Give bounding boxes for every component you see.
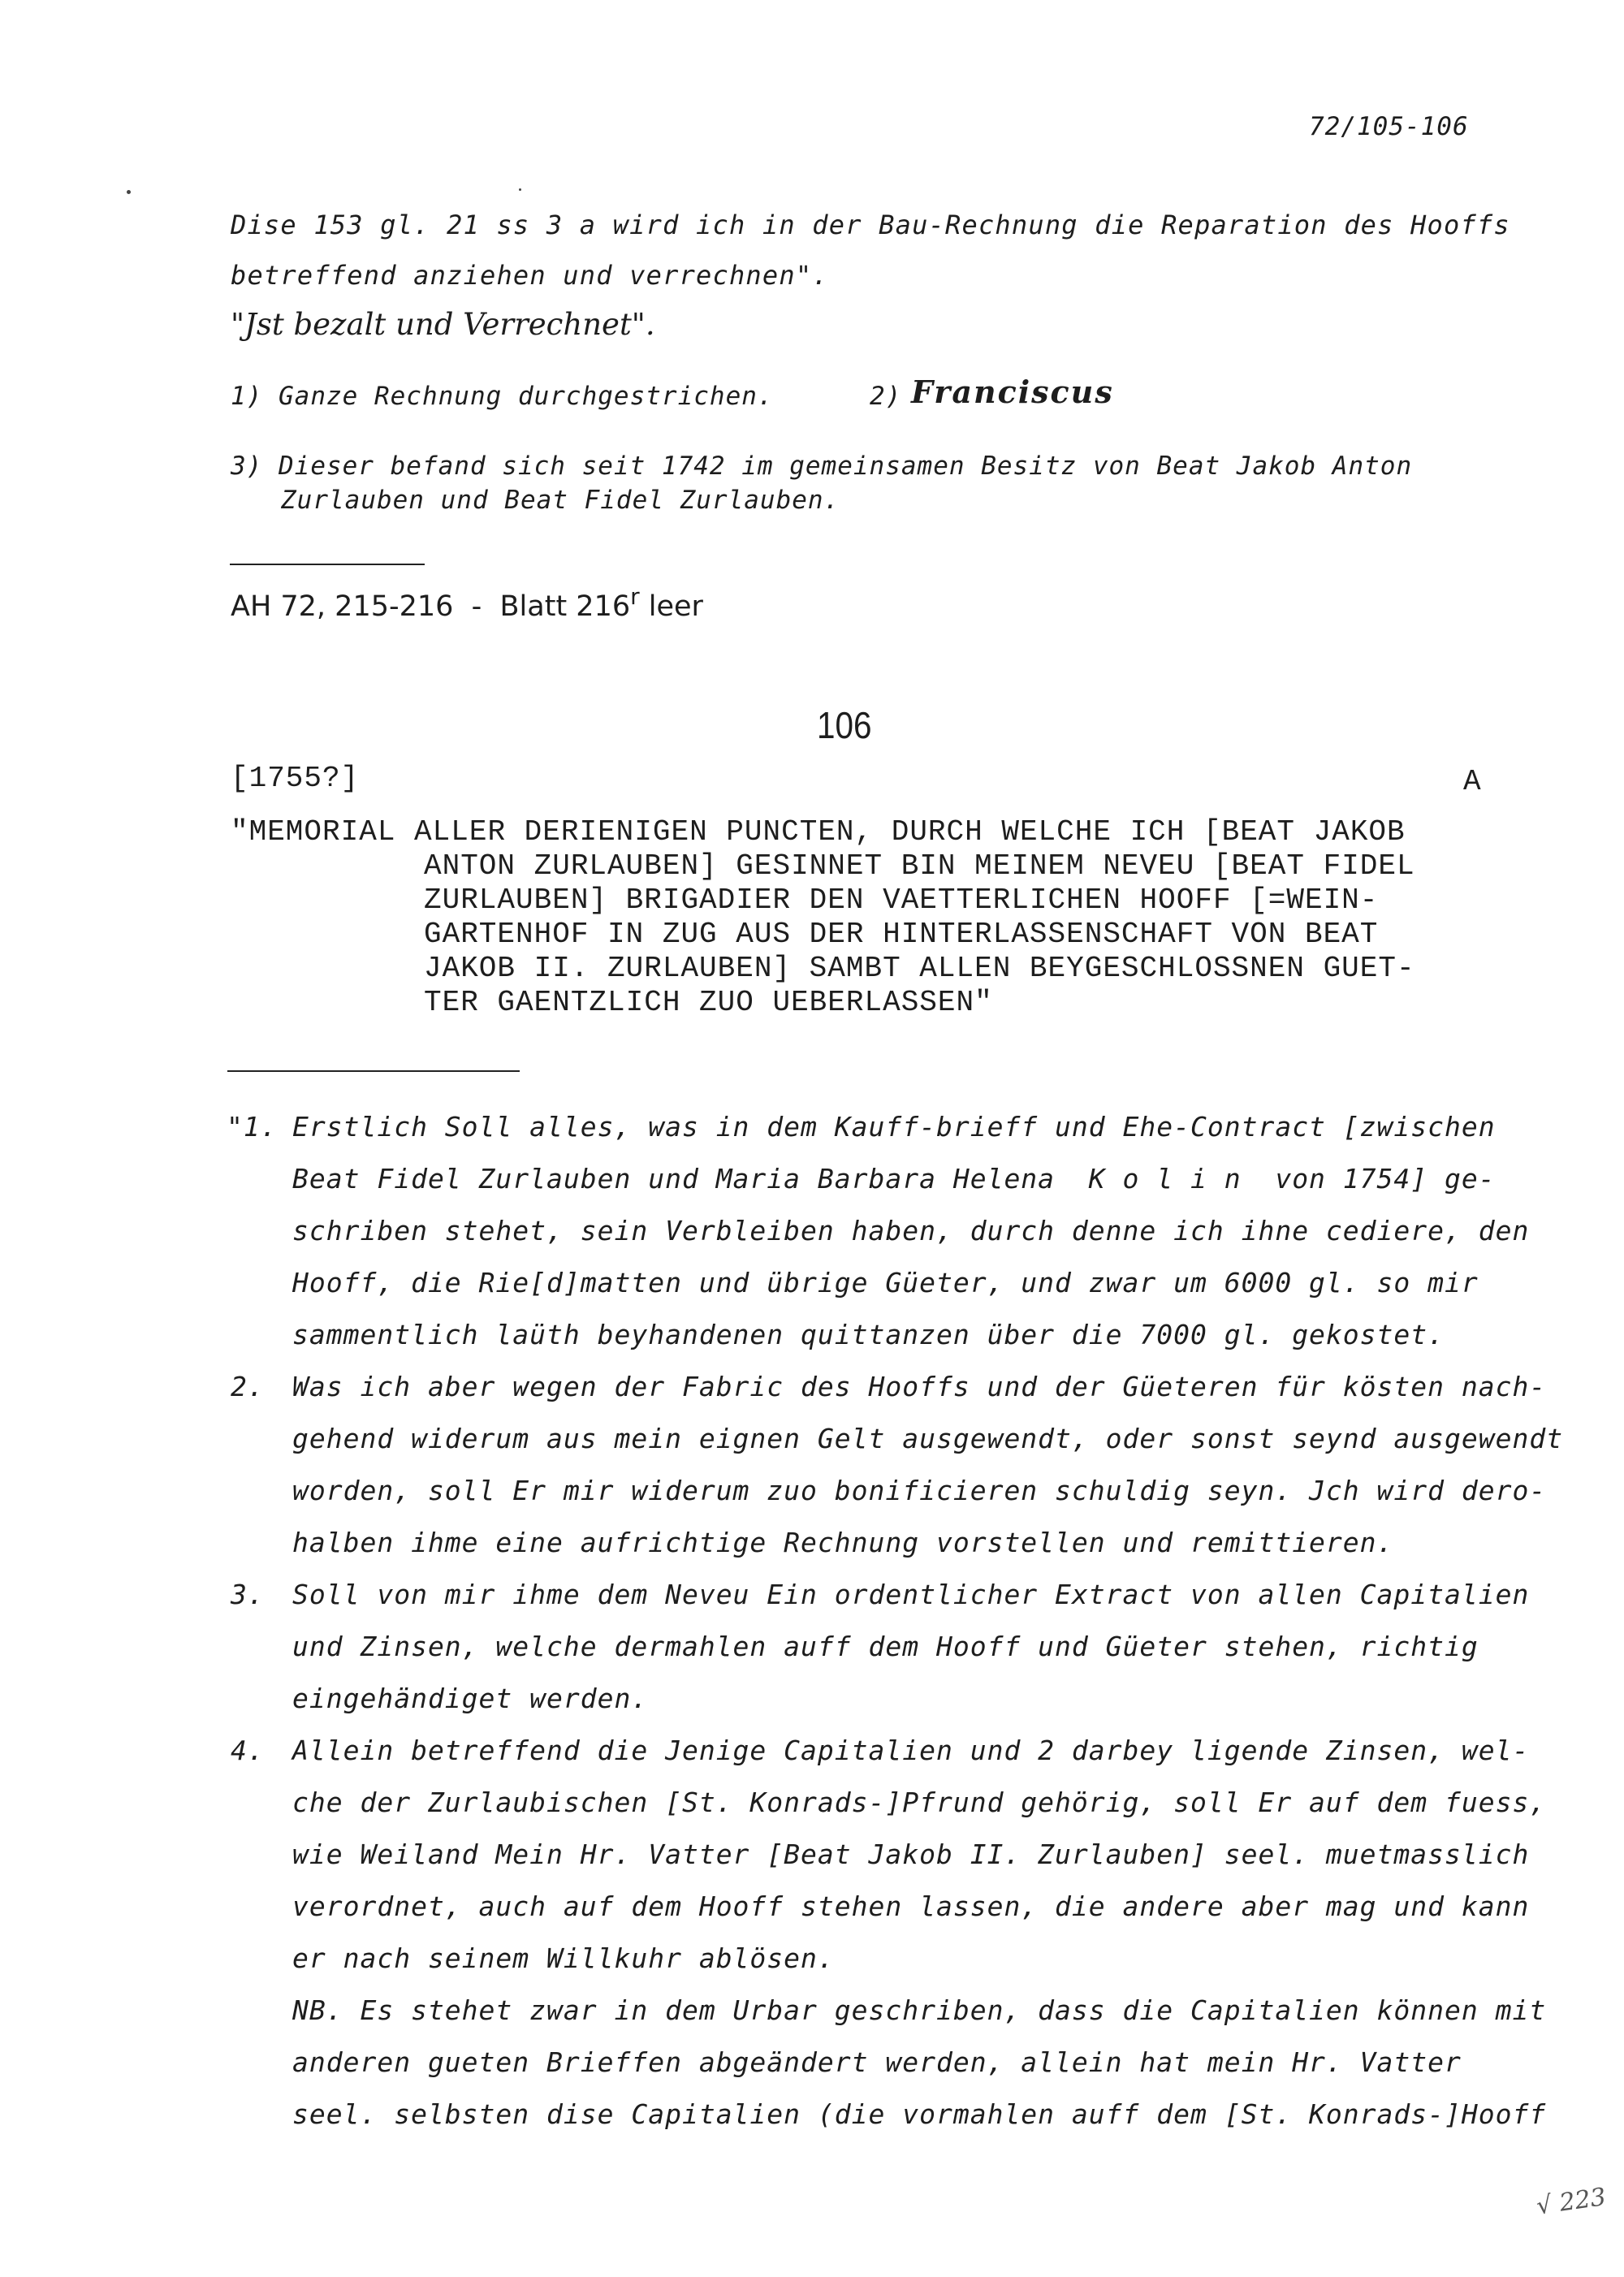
- item-4-nb-line: NB. Es stehet zwar in dem Urbar geschriben, dass die Capitalien können mit: [292, 1994, 1547, 2026]
- title-line-1: "MEMORIAL ALLER DERIENIGEN PUNCTEN, DURCH WELCHE ICH [BEAT JAKOB: [231, 815, 1406, 849]
- item-number: 3.: [231, 1579, 265, 1610]
- separator-rule: [227, 1070, 520, 1072]
- item-1-line: Hooff, die Rie[d]matten und übrige Güeter, und zwar um 6000 gl. so mir: [292, 1267, 1479, 1298]
- archive-reference-sup: r: [630, 583, 640, 610]
- item-number: "1.: [227, 1111, 278, 1143]
- item-4-line: wie Weiland Mein Hr. Vatter [Beat Jakob II. Zurlauben] seel. muetmasslich: [292, 1838, 1530, 1870]
- continuation-line-2: betreffend anziehen und verrechnen".: [231, 260, 829, 291]
- footnote-2-marker: 2): [870, 382, 902, 411]
- signature: Franciscus: [911, 374, 1114, 410]
- footnote-3-line-1: 3) Dieser befand sich seit 1742 im gemeinsamen Besitz von Beat Jakob Anton: [231, 452, 1413, 481]
- item-1-line: Erstlich Soll alles, was in dem Kauff-brieff und Ehe-Contract [zwischen: [292, 1111, 1496, 1143]
- item-2-line: Was ich aber wegen der Fabric des Hooffs und der Güeteren für kösten nach-: [292, 1371, 1547, 1402]
- item-1-line: Beat Fidel Zurlauben und Maria Barbara Helena K o l i n von 1754] ge-: [292, 1163, 1496, 1195]
- document-date: [1755?]: [231, 762, 360, 795]
- item-4-line: che der Zurlaubischen [St. Konrads-]Pfrund gehörig, soll Er auf dem fuess,: [292, 1787, 1547, 1818]
- title-line-5: JAKOB II. ZURLAUBEN] SAMBT ALLEN BEYGESCHLOSSNEN GUET-: [424, 952, 1415, 985]
- document-number: 106: [817, 704, 872, 746]
- item-3-line: Soll von mir ihme dem Neveu Ein ordentlicher Extract von allen Capitalien: [292, 1579, 1530, 1610]
- page-reference: 72/105-106: [1309, 112, 1469, 141]
- separator-rule: [230, 564, 425, 565]
- archive-reference: [231, 583, 703, 623]
- item-3-line: und Zinsen, welche dermahlen auff dem Hooff und Güeter stehen, richtig: [292, 1631, 1479, 1662]
- item-number: 4.: [231, 1735, 265, 1766]
- archive-reference-text: AH 72, 215-216 - Blatt 216: [231, 590, 631, 623]
- archive-reference-tail: leer: [639, 590, 703, 623]
- corner-mark: √ 223: [1535, 2183, 1608, 2221]
- document-letter: A: [1463, 765, 1482, 798]
- item-4-nb-line: seel. selbsten dise Capitalien (die vormahlen auff dem [St. Konrads-]Hooff: [292, 2098, 1547, 2130]
- item-4-line: Allein betreffend die Jenige Capitalien und 2 darbey ligende Zinsen, wel-: [292, 1735, 1530, 1766]
- speck: [519, 188, 521, 191]
- handwritten-note: "Jst bezalt und Verrechnet".: [231, 307, 655, 342]
- footnote-3-line-2: Zurlauben und Beat Fidel Zurlauben.: [281, 486, 840, 515]
- item-4-nb-line: anderen gueten Brieffen abgeändert werden, allein hat mein Hr. Vatter: [292, 2046, 1462, 2078]
- title-line-6: TER GAENTZLICH ZUO UEBERLASSEN": [424, 986, 993, 1019]
- item-3-line: eingehändiget werden.: [292, 1683, 649, 1714]
- item-4-line: er nach seinem Willkuhr ablösen.: [292, 1942, 835, 1974]
- item-1-line: sammentlich laüth beyhandenen quittanzen über die 7000 gl. gekostet.: [292, 1319, 1445, 1350]
- item-number: 2.: [231, 1371, 265, 1402]
- item-2-line: worden, soll Er mir widerum zuo bonificieren schuldig seyn. Jch wird dero-: [292, 1475, 1547, 1506]
- title-line-3: ZURLAUBEN] BRIGADIER DEN VAETTERLICHEN HOOFF [=WEIN-: [424, 884, 1379, 917]
- item-2-line: halben ihme eine aufrichtige Rechnung vorstellen und remittieren.: [292, 1527, 1394, 1558]
- title-line-4: GARTENHOF IN ZUG AUS DER HINTERLASSENSCHAFT VON BEAT: [424, 918, 1379, 951]
- item-2-line: gehend widerum aus mein eignen Gelt ausgewendt, oder sonst seynd ausgewendt: [292, 1423, 1564, 1454]
- speck: [127, 190, 131, 194]
- continuation-line-1: Dise 153 gl. 21 ss 3 a wird ich in der Bau-Rechnung die Reparation des Hooffs: [231, 210, 1510, 240]
- item-4-line: verordnet, auch auf dem Hooff stehen lassen, die andere aber mag und kann: [292, 1890, 1530, 1922]
- item-1-line: schriben stehet, sein Verbleiben haben, durch denne ich ihne cediere, den: [292, 1215, 1530, 1247]
- title-line-2: ANTON ZURLAUBEN] GESINNET BIN MEINEM NEVEU [BEAT FIDEL: [424, 849, 1415, 883]
- footnote-1: 1) Ganze Rechnung durchgestrichen.: [231, 382, 774, 411]
